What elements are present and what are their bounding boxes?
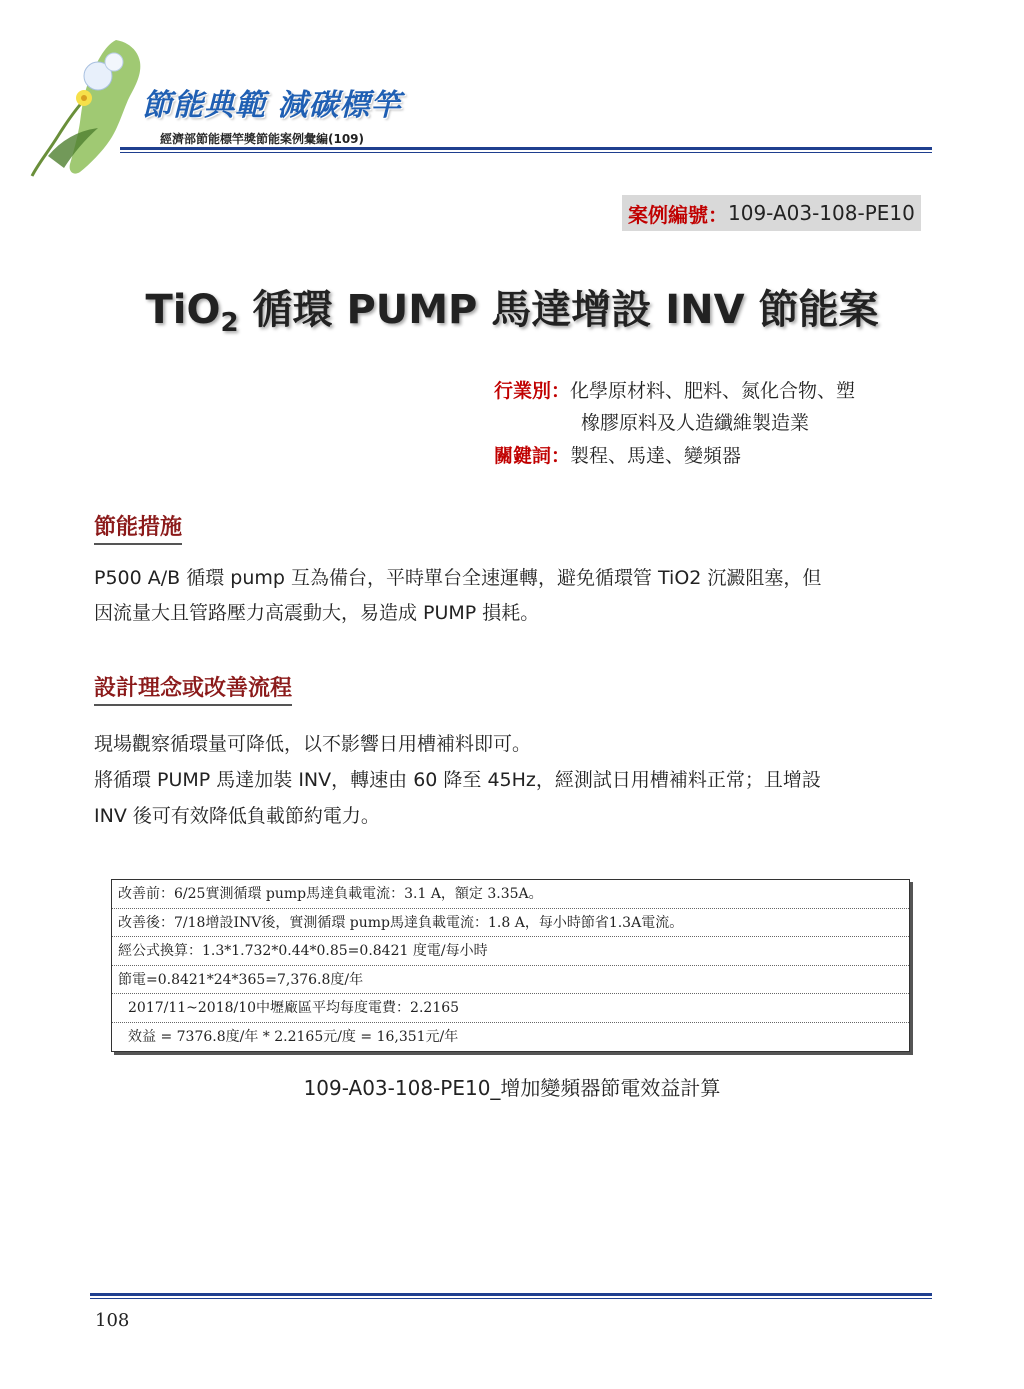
table-row: 2017/11~2018/10中壢廠區平均每度電費：2.2165 xyxy=(112,994,909,1023)
brand-title: 節能典範 減碳標竿 xyxy=(142,88,402,123)
industry-label: 行業別： xyxy=(494,380,571,402)
table-row: 節電=0.8421*24*365=7,376.8度/年 xyxy=(112,966,909,995)
paragraph-line: 將循環 PUMP 馬達加裝 INV，轉速由 60 降至 45Hz，經測試日用槽補料正常；且增設 xyxy=(94,769,821,791)
case-number-label: 案例編號： xyxy=(628,202,728,227)
footer-rule xyxy=(90,1293,932,1296)
table-caption: 109-A03-108-PE10_增加變頻器節電效益計算 xyxy=(303,1076,721,1100)
industry-row xyxy=(494,375,855,407)
industry-value-line1: 化學原材料、肥料、氮化合物、塑 xyxy=(570,380,856,402)
savings-calculation-table xyxy=(111,879,910,1052)
paragraph-line: INV 後可有效降低負載節約電力。 xyxy=(94,805,380,827)
table-row: 經公式換算：1.3*1.732*0.44*0.85=0.8421 度電/每小時 xyxy=(112,937,909,966)
section-heading-design: 設計理念或改善流程 xyxy=(94,671,292,706)
table-row: 效益 = 7376.8度/年 * 2.2165元/度 = 16,351元/年 xyxy=(128,1028,459,1045)
table-row: 改善前：6/25實測循環 pump馬達負載電流：3.1 A，額定 3.35A。 xyxy=(112,880,909,909)
footer-rule-thin xyxy=(90,1298,932,1299)
header-rule xyxy=(120,147,932,150)
document-title xyxy=(0,278,1024,338)
keywords-row xyxy=(494,440,741,472)
paragraph-line: P500 A/B 循環 pump 互為備台，平時單台全速運轉，避免循環管 TiO2 沉澱阻塞，但 xyxy=(94,567,822,589)
title-subscript: 2 xyxy=(220,308,239,338)
title-suffix: 循環 PUMP 馬達增設 INV 節能案 xyxy=(238,287,879,333)
paragraph-line: 因流量大且管路壓力高震動大，易造成 PUMP 損耗。 xyxy=(94,602,540,624)
title-prefix: TiO xyxy=(145,287,221,333)
industry-value-line2: 橡膠原料及人造纖維製造業 xyxy=(581,412,810,434)
paragraph-line: 現場觀察循環量可降低，以不影響日用槽補料即可。 xyxy=(94,733,532,755)
page-number: 108 xyxy=(95,1310,130,1331)
case-number-box xyxy=(622,195,921,231)
case-number-value: 109-A03-108-PE10 xyxy=(728,201,915,225)
table-row: 改善後：7/18增設INV後，實測循環 pump馬達負載電流：1.8 A，每小時節省1.3A電流。 xyxy=(112,909,909,938)
header-rule-thin xyxy=(120,152,932,153)
section-heading-measures: 節能措施 xyxy=(94,510,182,545)
brand-subtitle: 經濟部節能標竿獎節能案例彙編(109) xyxy=(160,132,365,146)
keywords-label: 關鍵詞： xyxy=(494,445,571,467)
keywords-value: 製程、馬達、變頻器 xyxy=(570,445,742,467)
